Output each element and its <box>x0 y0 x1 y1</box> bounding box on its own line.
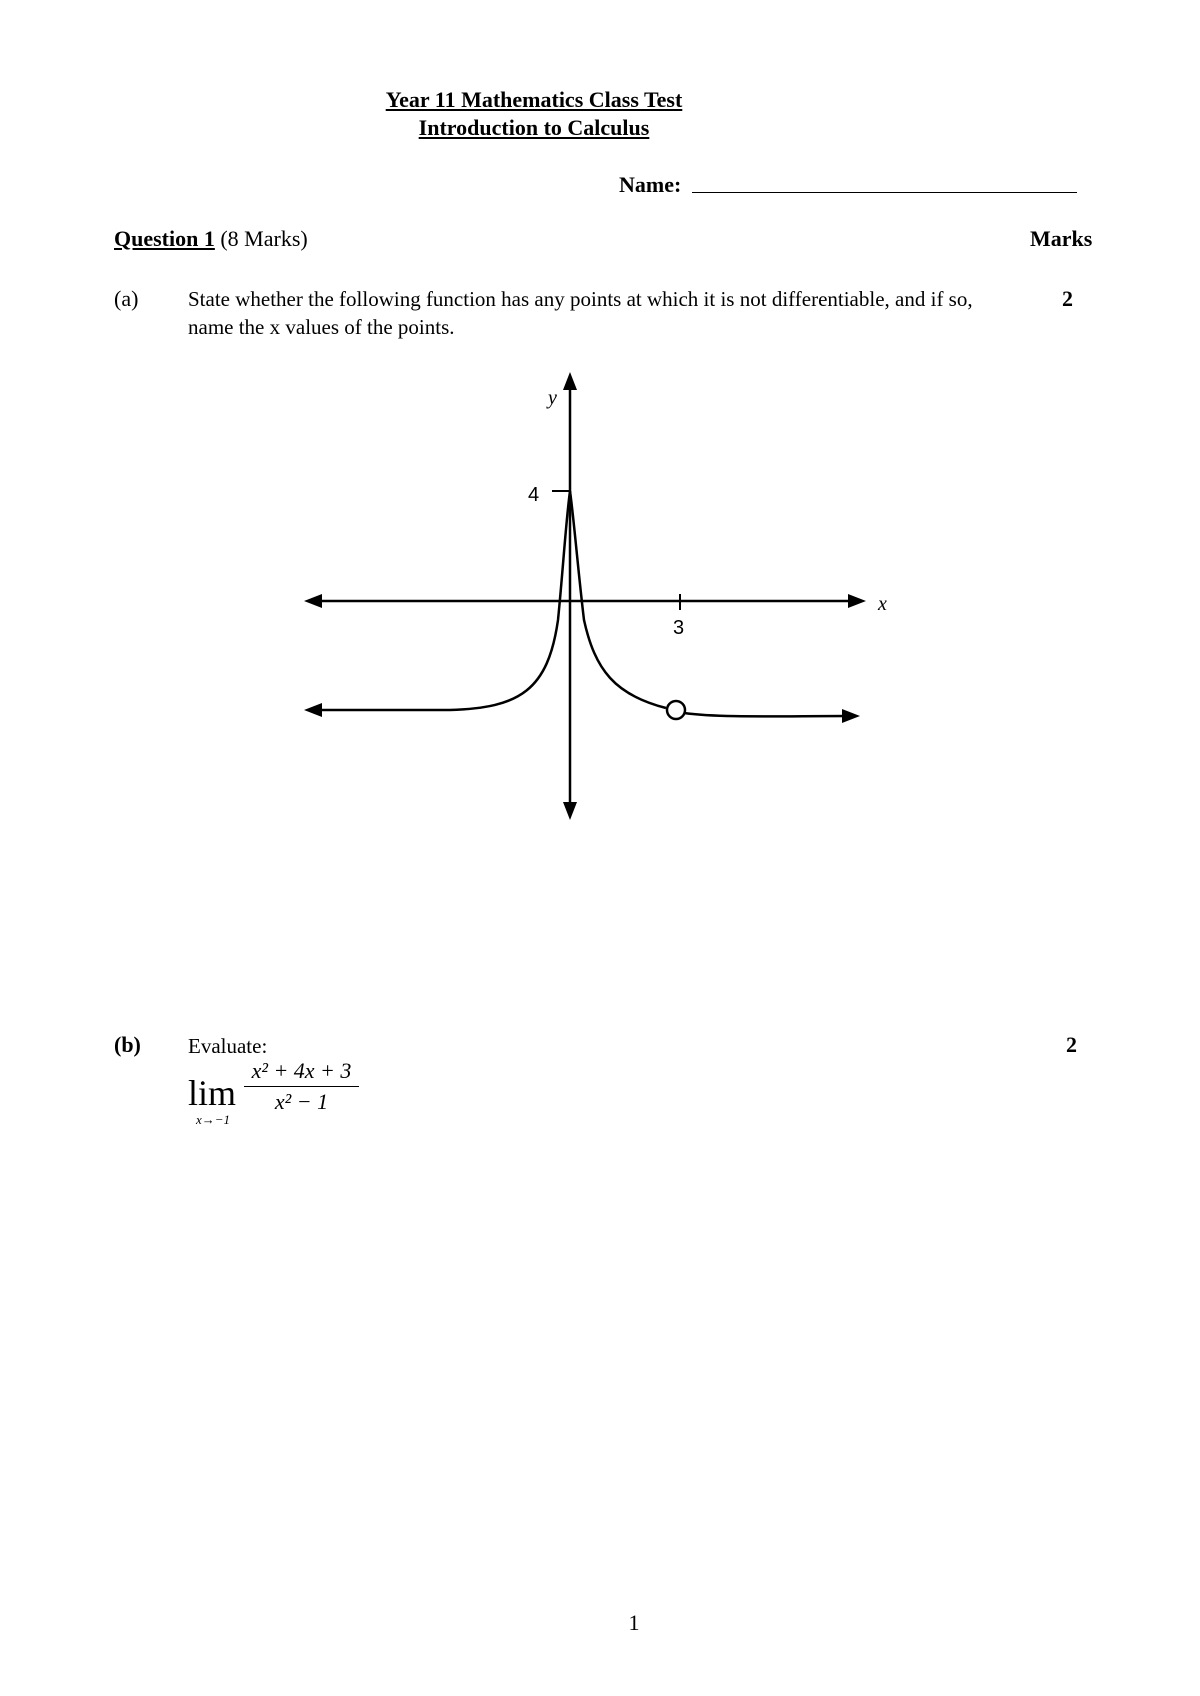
page-number: 1 <box>628 1610 640 1635</box>
test-title: Year 11 Mathematics Class Test <box>385 87 683 112</box>
test-subtitle: Introduction to Calculus <box>418 115 650 140</box>
question-1-number: Question 1 <box>114 226 215 251</box>
fraction-numerator: x² + 4x + 3 <box>244 1058 359 1087</box>
lim-word: lim <box>188 1073 237 1113</box>
lim-subscript: x→−1 <box>196 1112 231 1127</box>
y-axis-label: y <box>548 387 557 409</box>
y-axis-arrow-down <box>563 802 577 820</box>
x-axis-arrow-right <box>848 594 866 608</box>
fraction-denominator: x² − 1 <box>274 1089 329 1114</box>
part-b-text: Evaluate: <box>188 1034 268 1058</box>
part-a-text: State whether the following function has any points at which it is not differentiable, and if so, name the x values of the points. <box>188 287 973 339</box>
x-axis-label: x <box>878 593 887 615</box>
function-graph <box>300 370 900 830</box>
limit-fraction <box>244 1058 359 1115</box>
y-tick-label-4: 4 <box>528 484 540 506</box>
name-field-line[interactable] <box>692 192 1077 193</box>
curve-right-arrow <box>842 709 860 723</box>
part-b-marks: 2 <box>1066 1032 1077 1057</box>
question-1-heading <box>114 226 308 252</box>
curve-right-tail <box>684 713 850 716</box>
name-label: Name: <box>619 172 682 197</box>
part-b-label: (b) <box>114 1032 141 1057</box>
x-axis-arrow-left <box>304 594 322 608</box>
y-axis-arrow-up <box>563 372 577 390</box>
open-circle-point <box>667 701 685 719</box>
question-1-marks: (8 Marks) <box>220 226 308 251</box>
part-a-label: (a) <box>114 286 139 311</box>
limit-expression <box>188 1058 388 1128</box>
x-tick-label-3: 3 <box>673 617 685 639</box>
curve-left-arrow <box>304 703 322 717</box>
curve-right-branch <box>570 491 666 708</box>
marks-column-header: Marks <box>1030 226 1093 251</box>
part-a-marks: 2 <box>1062 286 1073 311</box>
